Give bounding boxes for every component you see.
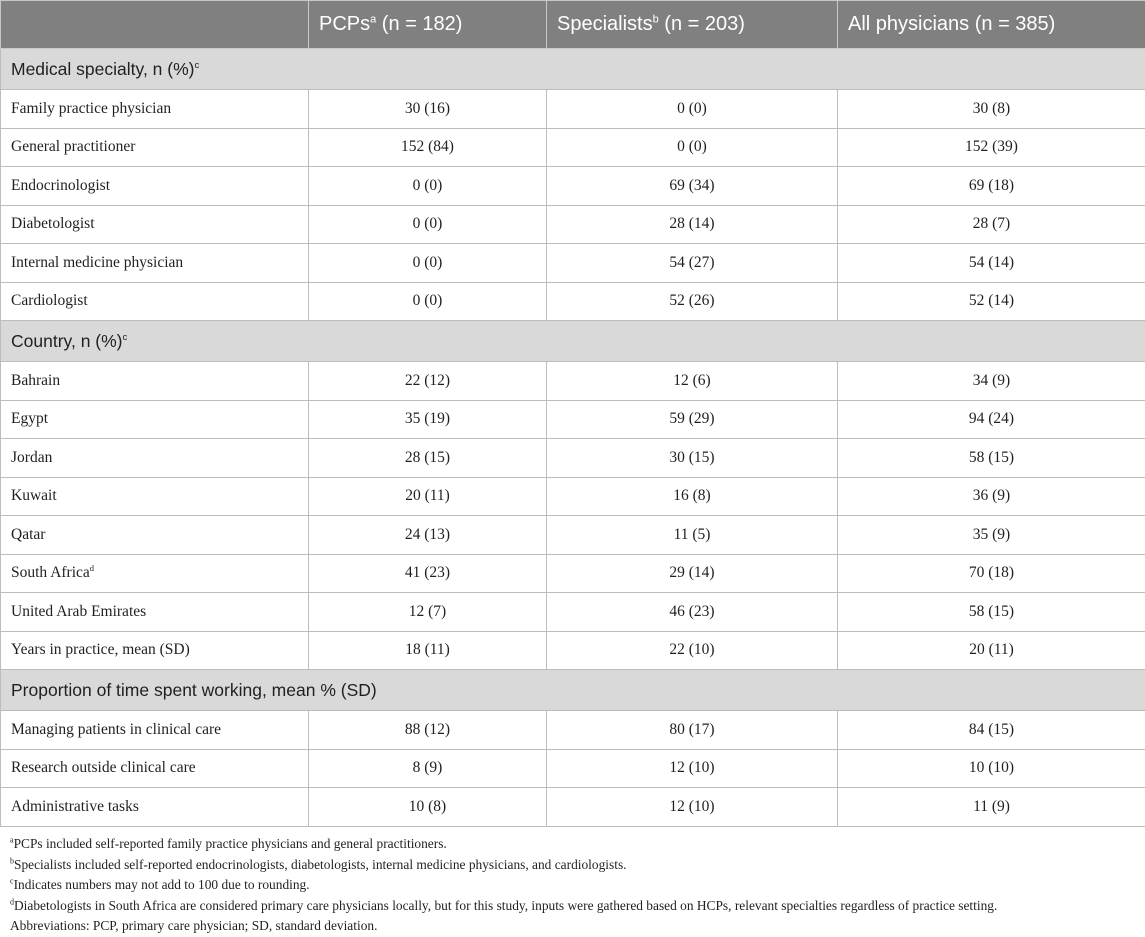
header-all-n: (n = 385) [969, 13, 1055, 35]
row-label: Cardiologist [1, 282, 309, 321]
footnote-marker: b [10, 856, 14, 865]
cell-all: 10 (10) [838, 749, 1145, 788]
cell-pcps: 8 (9) [309, 749, 547, 788]
footnote-b [10, 855, 997, 876]
table-row [1, 749, 1145, 788]
table-row [1, 282, 1145, 321]
table-row [1, 128, 1145, 167]
cell-all: 94 (24) [838, 400, 1145, 439]
table-row [1, 516, 1145, 555]
cell-specialists: 16 (8) [547, 477, 838, 516]
footnote-text: Diabetologists in South Africa are considered primary care physicians locally, but for this study, inputs were gathered based on HCPs, relevant specialties regardless of practice setting. [14, 898, 997, 913]
cell-specialists: 28 (14) [547, 205, 838, 244]
header-pcps-label: PCPs [319, 13, 370, 35]
cell-specialists: 12 (6) [547, 362, 838, 401]
cell-all: 58 (15) [838, 439, 1145, 478]
row-label [1, 554, 309, 593]
cell-specialists: 12 (10) [547, 749, 838, 788]
footnote-text: PCPs included self-reported family practice physicians and general practitioners. [14, 836, 447, 851]
row-label: Years in practice, mean (SD) [1, 631, 309, 670]
cell-specialists: 52 (26) [547, 282, 838, 321]
row-label: Qatar [1, 516, 309, 555]
row-label: United Arab Emirates [1, 593, 309, 632]
row-label: Research outside clinical care [1, 749, 309, 788]
cell-specialists: 29 (14) [547, 554, 838, 593]
table-row [1, 554, 1145, 593]
cell-all: 58 (15) [838, 593, 1145, 632]
cell-specialists: 30 (15) [547, 439, 838, 478]
cell-all: 36 (9) [838, 477, 1145, 516]
table-header-row [1, 1, 1145, 49]
table-row [1, 788, 1145, 827]
cell-all: 28 (7) [838, 205, 1145, 244]
section-country-sup: c [123, 332, 128, 343]
table-row [1, 167, 1145, 206]
table-row [1, 593, 1145, 632]
cell-specialists: 0 (0) [547, 90, 838, 129]
cell-all: 84 (15) [838, 711, 1145, 750]
table-row [1, 711, 1145, 750]
section-row-time [1, 670, 1145, 711]
footnote-abbreviations [10, 916, 997, 937]
header-specialists-sup: b [653, 13, 659, 25]
cell-pcps: 0 (0) [309, 167, 547, 206]
header-pcps-sup: a [370, 13, 376, 25]
cell-all: 11 (9) [838, 788, 1145, 827]
cell-pcps: 30 (16) [309, 90, 547, 129]
footnote-a [10, 834, 997, 855]
row-label-text: South Africa [11, 564, 90, 581]
table-row [1, 362, 1145, 401]
section-specialty-text: Medical specialty, n (%) [11, 59, 195, 79]
row-label: Endocrinologist [1, 167, 309, 206]
row-label: Family practice physician [1, 90, 309, 129]
cell-specialists: 0 (0) [547, 128, 838, 167]
cell-all: 52 (14) [838, 282, 1145, 321]
row-label: Administrative tasks [1, 788, 309, 827]
section-specialty-sup: c [195, 60, 200, 71]
row-label: Bahrain [1, 362, 309, 401]
cell-pcps: 0 (0) [309, 244, 547, 283]
row-label: General practitioner [1, 128, 309, 167]
cell-specialists: 80 (17) [547, 711, 838, 750]
cell-pcps: 152 (84) [309, 128, 547, 167]
table-row [1, 631, 1145, 670]
section-title-specialty [1, 49, 1145, 90]
header-all-label: All physicians [848, 13, 969, 35]
cell-specialists: 46 (23) [547, 593, 838, 632]
footnote-text: Indicates numbers may not add to 100 due to rounding. [14, 877, 310, 892]
cell-pcps: 88 (12) [309, 711, 547, 750]
table-row [1, 439, 1145, 478]
table-row [1, 400, 1145, 439]
header-pcps-n: (n = 182) [376, 13, 462, 35]
cell-all: 54 (14) [838, 244, 1145, 283]
cell-pcps: 12 (7) [309, 593, 547, 632]
cell-specialists: 22 (10) [547, 631, 838, 670]
cell-all: 34 (9) [838, 362, 1145, 401]
footnote-marker: a [10, 836, 14, 845]
cell-specialists: 69 (34) [547, 167, 838, 206]
table-row [1, 477, 1145, 516]
cell-all: 152 (39) [838, 128, 1145, 167]
header-specialists [547, 1, 838, 49]
cell-pcps: 0 (0) [309, 205, 547, 244]
section-title-country [1, 321, 1145, 362]
row-label: Internal medicine physician [1, 244, 309, 283]
cell-pcps: 10 (8) [309, 788, 547, 827]
table-row [1, 90, 1145, 129]
cell-pcps: 41 (23) [309, 554, 547, 593]
cell-all: 20 (11) [838, 631, 1145, 670]
section-row-country [1, 321, 1145, 362]
footnote-marker: d [10, 897, 14, 906]
cell-pcps: 24 (13) [309, 516, 547, 555]
section-row-specialty [1, 49, 1145, 90]
cell-pcps: 0 (0) [309, 282, 547, 321]
cell-all: 69 (18) [838, 167, 1145, 206]
row-label: Diabetologist [1, 205, 309, 244]
section-country-text: Country, n (%) [11, 331, 123, 351]
cell-all: 30 (8) [838, 90, 1145, 129]
cell-all: 35 (9) [838, 516, 1145, 555]
footnote-d [10, 896, 997, 917]
footnote-text: Abbreviations: PCP, primary care physician; SD, standard deviation. [10, 918, 377, 933]
row-label: Egypt [1, 400, 309, 439]
row-label: Managing patients in clinical care [1, 711, 309, 750]
footnote-marker: c [10, 877, 14, 886]
cell-all: 70 (18) [838, 554, 1145, 593]
footnote-text: Specialists included self-reported endocrinologists, diabetologists, internal medicine physicians, and cardiologists. [14, 857, 626, 872]
cell-pcps: 35 (19) [309, 400, 547, 439]
row-label: Kuwait [1, 477, 309, 516]
header-specialists-n: (n = 203) [659, 13, 745, 35]
header-pcps [309, 1, 547, 49]
footnote-c [10, 875, 997, 896]
cell-specialists: 12 (10) [547, 788, 838, 827]
cell-pcps: 18 (11) [309, 631, 547, 670]
header-specialists-label: Specialists [557, 13, 653, 35]
section-title-time: Proportion of time spent working, mean % (SD) [1, 670, 1145, 711]
cell-pcps: 22 (12) [309, 362, 547, 401]
table-footnotes [10, 834, 997, 937]
header-all-physicians [838, 1, 1145, 49]
header-empty-cell [1, 1, 309, 49]
cell-pcps: 28 (15) [309, 439, 547, 478]
cell-specialists: 54 (27) [547, 244, 838, 283]
row-label-sup: d [90, 563, 94, 573]
table-row [1, 244, 1145, 283]
row-label: Jordan [1, 439, 309, 478]
cell-specialists: 11 (5) [547, 516, 838, 555]
cell-specialists: 59 (29) [547, 400, 838, 439]
table-row [1, 205, 1145, 244]
cell-pcps: 20 (11) [309, 477, 547, 516]
